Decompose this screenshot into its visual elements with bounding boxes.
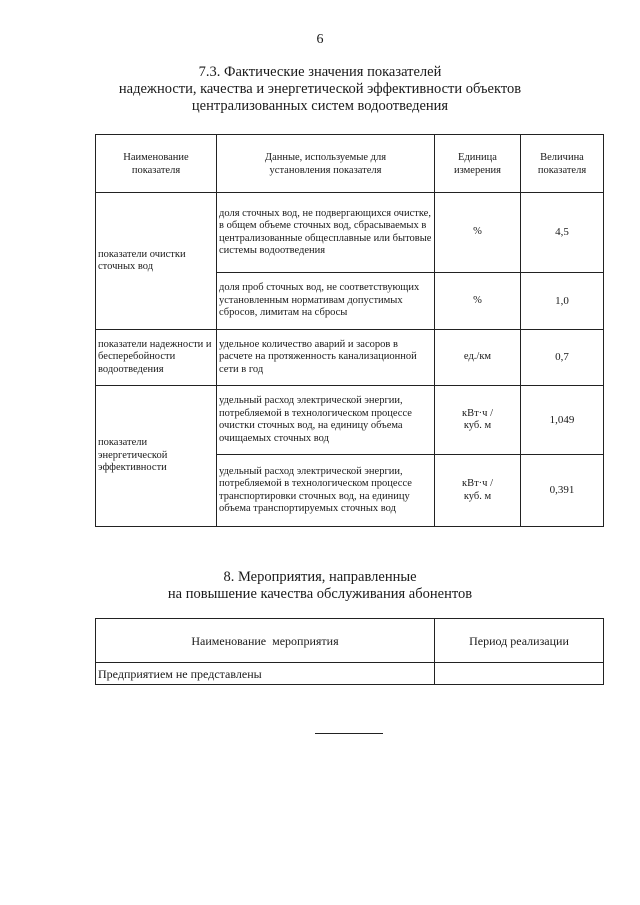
indicator-value-cell: 0,391 <box>521 455 604 527</box>
indicator-data-cell: удельный расход электрической энергии, потребляемой в технологическом процессе транспортировки сточных вод, на единицу объема транспортируемых сточных вод <box>217 455 435 527</box>
header-unit: Единица измерения <box>435 135 521 193</box>
header-indicator-name: Наименование показателя <box>96 135 217 193</box>
measures-table <box>95 618 604 685</box>
section-7-3-title <box>0 64 640 115</box>
measure-period-cell <box>435 663 604 685</box>
section-8-title <box>0 569 640 603</box>
header-data-used: Данные, используемые для установления показателя <box>217 135 435 193</box>
section-7-3-title-line: 7.3. Фактические значения показателей <box>198 64 442 80</box>
section-7-3-title-line: надежности, качества и энергетической эффективности объектов <box>118 81 522 97</box>
table-row <box>96 193 604 273</box>
table-row <box>96 663 604 685</box>
indicator-group-name: показатели очистки сточных вод <box>96 193 217 330</box>
header-measure-name: Наименование мероприятия <box>96 619 435 663</box>
indicator-unit-cell: % <box>435 273 521 330</box>
indicator-data-cell: доля проб сточных вод, не соответствующих установленным нормативам допустимых сбросов, лимитам на сбросы <box>217 273 435 330</box>
indicator-unit-cell: % <box>435 193 521 273</box>
indicator-data-cell: удельное количество аварий и засоров в расчете на протяженность канализационной сети в год <box>217 330 435 386</box>
indicator-unit-cell: ед./км <box>435 330 521 386</box>
indicator-unit-cell: кВт·ч / куб. м <box>435 455 521 527</box>
indicator-value-cell: 1,049 <box>521 386 604 455</box>
indicator-value-cell: 4,5 <box>521 193 604 273</box>
indicator-group-name: показатели надежности и бесперебойности водоотведения <box>96 330 217 386</box>
indicator-value-cell: 0,7 <box>521 330 604 386</box>
header-value: Величина показателя <box>521 135 604 193</box>
indicators-table <box>95 134 604 527</box>
end-divider-line <box>315 733 383 734</box>
table-row <box>96 386 604 455</box>
indicator-group-name: показатели энергетической эффективности <box>96 386 217 527</box>
table-row <box>96 330 604 386</box>
measure-name-cell: Предприятием не представлены <box>96 663 435 685</box>
page-number: 6 <box>316 32 324 47</box>
table-header-row <box>96 619 604 663</box>
indicator-data-cell: доля сточных вод, не подвергающихся очистке, в общем объеме сточных вод, сбрасываемых в централизованные общесплавные или бытовые системы водоотведения <box>217 193 435 273</box>
table-header-row <box>96 135 604 193</box>
indicator-data-cell: удельный расход электрической энергии, потребляемой в технологическом процессе очистки сточных вод, на единицу объема очищаемых сточных вод <box>217 386 435 455</box>
section-8-title-line: на повышение качества обслуживания абонентов <box>167 586 473 602</box>
section-7-3-title-line: централизованных систем водоотведения <box>191 98 449 114</box>
section-8-title-line: 8. Мероприятия, направленные <box>223 569 417 585</box>
indicator-unit-cell: кВт·ч / куб. м <box>435 386 521 455</box>
indicator-value-cell: 1,0 <box>521 273 604 330</box>
header-period: Период реализации <box>435 619 604 663</box>
